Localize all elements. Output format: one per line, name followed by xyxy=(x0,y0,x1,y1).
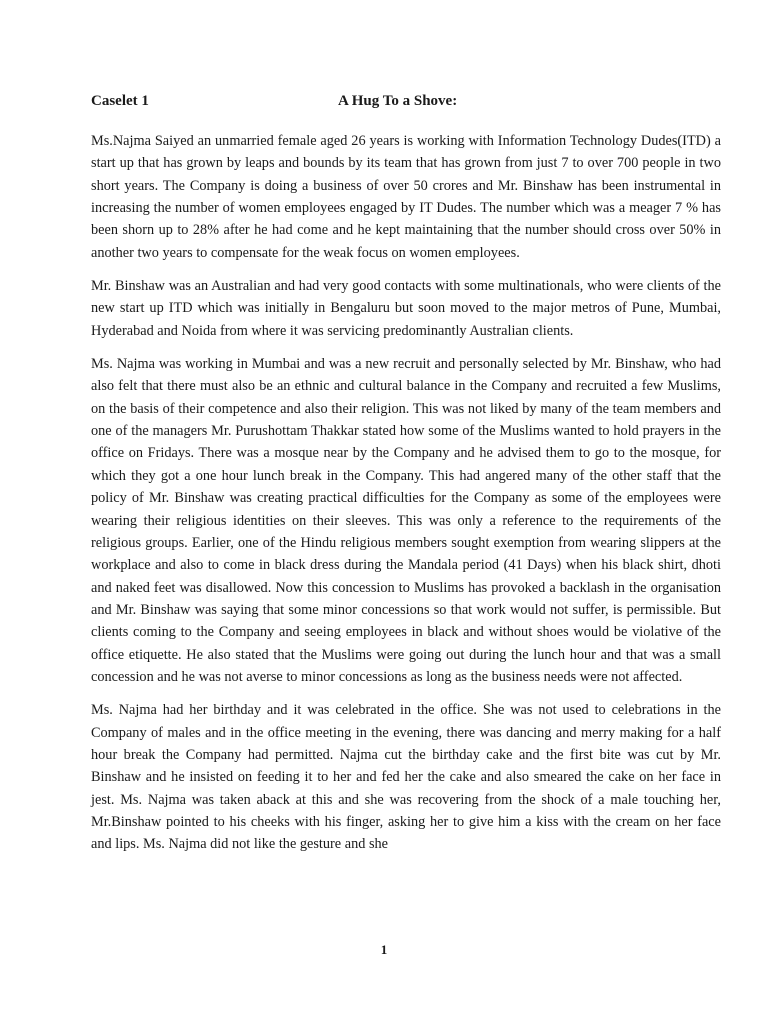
document-title: A Hug To a Shove: xyxy=(338,93,458,109)
page-number: 1 xyxy=(380,942,388,957)
heading-row xyxy=(91,93,691,115)
paragraph-4: Ms. Najma had her birthday and it was celebrated in the office. She was not used to celebrations in the Company of males and in the office meeting in the evening, there was dancing and merry making for a half hour break the Company had permitted. Najma cut the birthday cake and the first bite was cut by Mr. Binshaw and he insisted on feeding it to her and fed her the cake and also smeared the cake on her face in jest. Ms. Najma was taken aback at this and she was recovering from the shock of a male touching her, Mr.Binshaw pointed to his cheeks with his finger, asking her to give him a kiss with the cream on her face and lips. Ms. Najma did not like the gesture and she xyxy=(91,702,721,853)
paragraph-2: Mr. Binshaw was an Australian and had very good contacts with some multinationals, who were clients of the new start up ITD which was initially in Bengaluru but soon moved to the major metros of Pune, Mumbai, Hyderabad and Noida from where it was servicing predominantly Australian clients. xyxy=(91,278,721,339)
paragraph-1: Ms.Najma Saiyed an unmarried female aged 26 years is working with Information Technology Dudes(ITD) a start up that has grown by leaps and bounds by its team that has grown from just 7 to over 700 people in two short years. The Company is doing a business of over 50 crores and Mr. Binshaw has been instrumental in increasing the number of women employees engaged by IT Dudes. The number which was a meager 7 % has been shorn up to 28% after he had come and he kept maintaining that the number should cross over 50% in another two years to compensate for the weak focus on women employees. xyxy=(91,133,721,261)
paragraph-3: Ms. Najma was working in Mumbai and was a new recruit and personally selected by Mr. Binshaw, who had also felt that there must also be an ethnic and cultural balance in the Company and recruited a few Muslims, on the basis of their competence and also their religion. This was not liked by many of the team members and one of the managers Mr. Purushottam Thakkar stated how some of the Muslims wanted to hold prayers in the office on Fridays. There was a mosque near by the Company and he advised them to go to the mosque, for which they got a one hour lunch break in the Company. This had angered many of the other staff that the policy of Mr. Binshaw was creating practical difficulties for the Company as some of the employees were wearing their religious identities on their sleeves. This was only a reference to the requirements of the religious groups. Earlier, one of the Hindu religious members sought exemption from wearing slippers at the workplace and also to come in black dress during the Mandala period (41 Days) when his black shirt, dhoti and naked feet was disallowed. Now this concession to Muslims has provoked a backlash in the organisation and Mr. Binshaw was saying that some minor concessions so that work would not suffer, is permissible. But clients coming to the Company and seeing employees in black and without shoes would be violative of the office etiquette. He also stated that the Muslims were going out during the lunch hour and that was a small concession and he was not averse to minor concessions as long as the business needs were not affected. xyxy=(91,356,721,685)
caselet-label: Caselet 1 xyxy=(91,93,149,109)
body-text xyxy=(91,130,721,867)
